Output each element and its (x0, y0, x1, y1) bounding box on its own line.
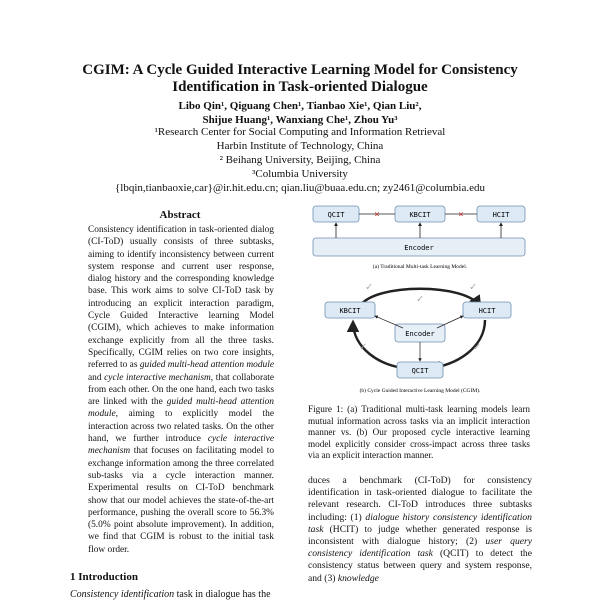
encoder-box-a (313, 238, 525, 256)
author-emails: {lbqin,tianbaoxie,car}@ir.hit.edu.cn; qian.liu@buaa.edu.cn; zy2461@columbia.edu (115, 182, 485, 194)
introduction-text (70, 589, 294, 601)
check-icon: ✓ (416, 292, 424, 305)
introduction-continued-text (308, 475, 532, 585)
figure-1-caption: Figure 1: (a) Traditional multi-task learning models learn mutual information across tasks via an implicit interaction manner vs. (b) Our proposed cycle interactive learning model explicitly consider cross-impact across three tasks via an explicit interaction manner. (308, 404, 530, 461)
body-italic: knowledge (337, 572, 379, 584)
body-text-span: (HCIT) to judge whether generated response is inconsistent with dialogue history; (2) (308, 523, 532, 548)
abstract-italic: guided multi-head attention module (139, 360, 275, 371)
affiliations (60, 125, 540, 195)
title-line-2: Identification in Task-oriented Dialogue (172, 79, 428, 95)
encoder-box-b (395, 324, 445, 342)
qcit-box-a (313, 206, 359, 222)
svg-text:Encoder: Encoder (405, 330, 435, 338)
figure-subcaption-a: (a) Traditional Multi-task Learning Model. (372, 264, 468, 270)
svg-text:HCIT: HCIT (492, 211, 510, 219)
svg-text:KBCIT: KBCIT (339, 307, 361, 315)
abstract-italic: cycle interactive mechanism (88, 434, 274, 457)
intro-text-span: task in dialogue has the (176, 589, 271, 600)
abstract-text-span: that focuses on facilitating model to exchange information among the three correlated sub-tasks via a cycle interaction manner. Experimental results on CI-ToD benchmark show that our model achieves the state-of-the-art performance, pushing the overall score to 56.3% (5.0% point absolute improvement). In addition, we find that CGIM is robust to the initial task flow order. (88, 446, 275, 555)
authors-line-1: Libo Qin¹, Qiguang Chen¹, Tianbao Xie¹, Qian Liu², (178, 100, 422, 112)
check-icon: ✓ (469, 280, 477, 293)
body-text-span: duces a benchmark (CI-ToD) for consistency identification in task-oriented dialogue to facilitate the relevant research. CI-ToD introduces three subtasks including: (1) (308, 475, 532, 523)
affiliation-line: Harbin Institute of Technology, China (216, 140, 384, 152)
kbcit-box-a (395, 206, 445, 222)
svg-text:Encoder: Encoder (404, 244, 434, 252)
cross-icon: × (458, 210, 464, 220)
hcit-box-a (477, 206, 525, 222)
svg-text:HCIT: HCIT (478, 307, 496, 315)
intro-italic: Consistency identification (70, 589, 175, 600)
svg-text:QCIT: QCIT (411, 367, 429, 375)
paper-title (60, 62, 540, 96)
affiliation-line: ² Beihang University, Beijing, China (219, 154, 381, 166)
cross-icon: × (374, 210, 380, 220)
check-icon: ✓ (359, 340, 367, 353)
abstract-text (88, 224, 274, 556)
check-icon: ✓ (473, 340, 481, 353)
abstract-italic: guided multi-head attention module (88, 397, 274, 420)
abstract-text-span: and (88, 372, 102, 383)
svg-text:KBCIT: KBCIT (409, 211, 431, 219)
body-text-span: (QCIT) to detect the consistency status between query and system response, and (3) (308, 548, 532, 584)
affiliation-line: ³Columbia University (252, 168, 348, 180)
hcit-box-b (463, 302, 511, 318)
check-icon: ✓ (365, 280, 373, 293)
qcit-box-b (397, 362, 443, 378)
abstract-text-span: , that collaborate from each other. On the one hand, each two tasks are linked with the (88, 372, 274, 408)
figure-1-diagram (305, 198, 535, 398)
arrow (437, 316, 463, 328)
kbcit-box-b (325, 302, 375, 318)
svg-text:QCIT: QCIT (327, 211, 345, 219)
abstract-text-span: Consistency identification in task-oriented dialog (CI-ToD) usually consists of three subtasks, aiming to identify inconsistency between current system response and current user response, dialog history and the corresponding knowledge base. This work aims to solve CI-ToD task by introducing an explicit interaction paradigm, Cycle Guided Interactive learning Model (CGIM), which achieves to make information exchange explicitly from all the three tasks. Specifically, CGIM relies on two core insights, referred to as (88, 225, 274, 371)
body-italic: dialogue history consistency identification task (308, 511, 532, 535)
body-italic: user query consistency identification task (308, 536, 532, 560)
abstract-heading: Abstract (159, 209, 201, 221)
affiliation-line: ¹Research Center for Social Computing and Information Retrieval (154, 126, 446, 138)
authors-line-2: Shijue Huang¹, Wanxiang Che¹, Zhou Yu³ (202, 114, 398, 126)
abstract-text-span: , aiming to explicitly model the interaction across two related tasks. On the other hand, we further introduce (88, 409, 274, 445)
section-heading-introduction: 1 Introduction (70, 571, 138, 583)
figure-subcaption-b: (b) Cycle Guided Interactive Learning Model (CGIM). (359, 388, 481, 394)
abstract-italic: cycle interactive mechanism (104, 372, 211, 383)
title-line-1: CGIM: A Cycle Guided Interactive Learning Model for Consistency (82, 62, 518, 78)
author-list (60, 99, 540, 127)
arrow (375, 316, 403, 328)
